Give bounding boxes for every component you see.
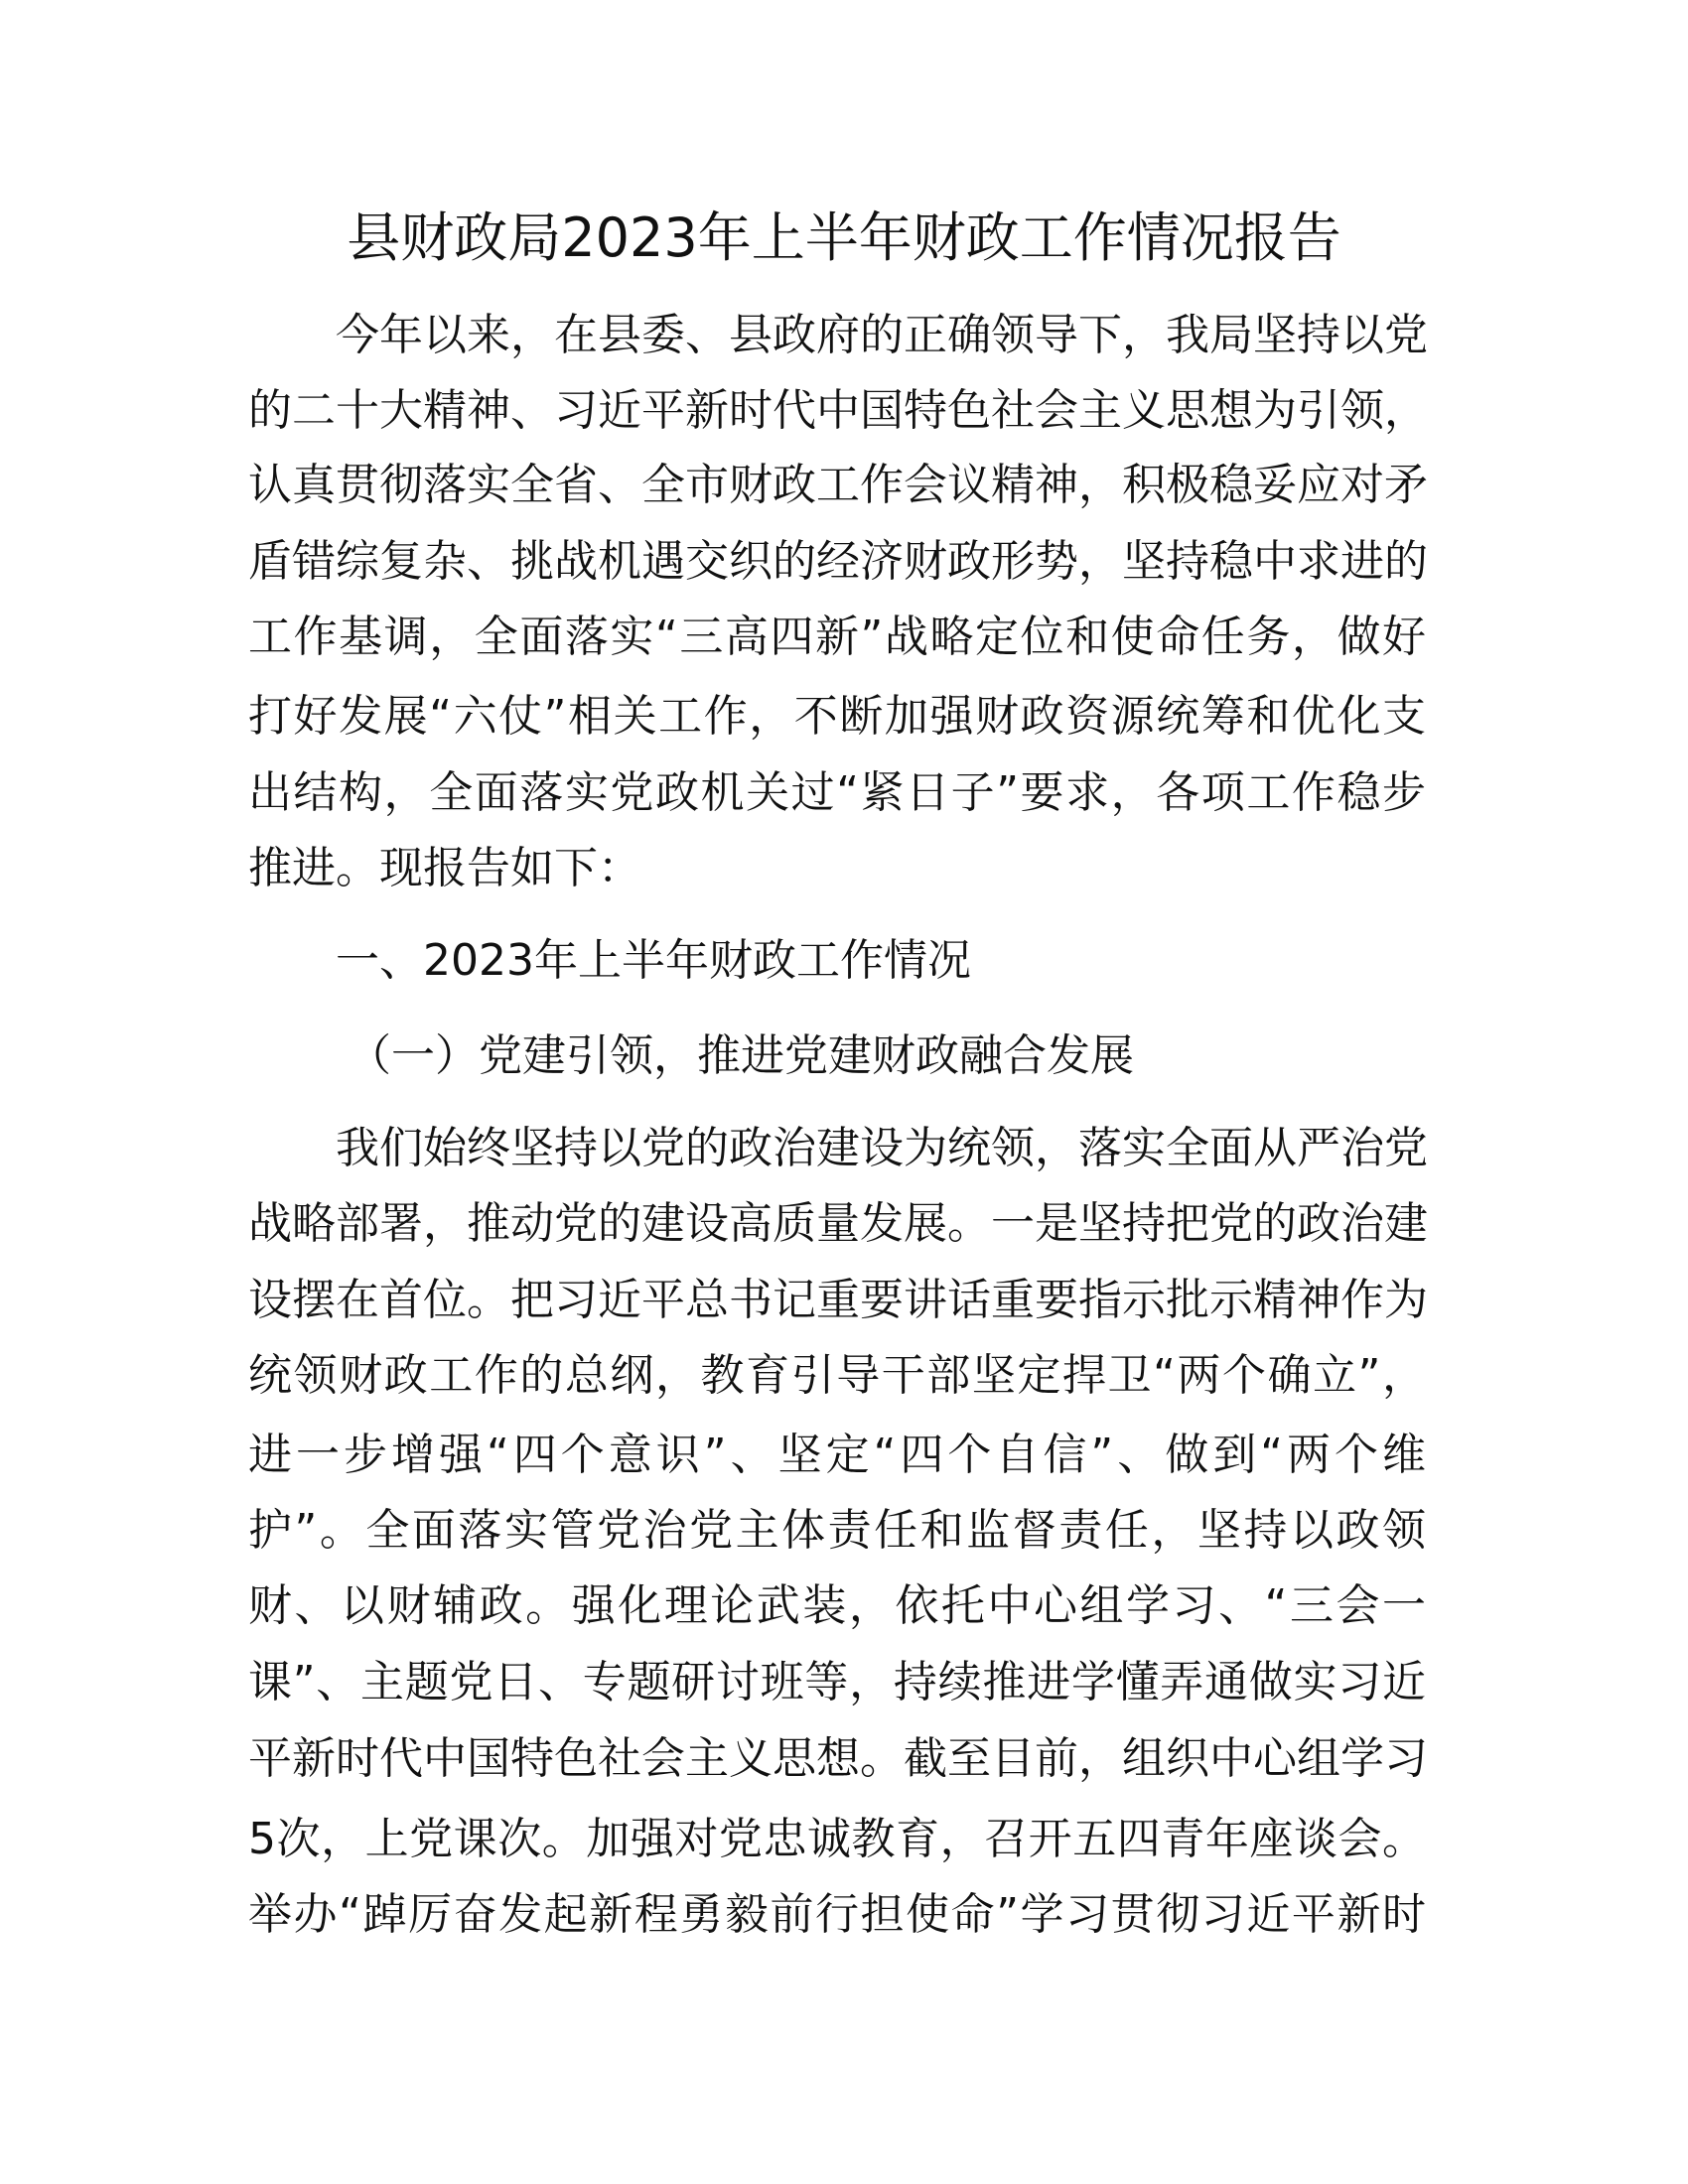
paragraph-line: 我们始终坚持以党的政治建设为统领，落实全面从严治党 <box>336 1123 1428 1173</box>
paragraph-line: 统领财政工作的总纲，教育引导干部坚定捍卫“两个确立”， <box>248 1350 1426 1401</box>
paragraph-line: 财、以财辅政。强化理论武装，依托中心组学习、“三会一 <box>248 1580 1426 1631</box>
paragraph-line: 出结构，全面落实党政机关过“紧日子”要求，各项工作稳步 <box>248 767 1426 818</box>
paragraph-line: 认真贯彻落实全省、全市财政工作会议精神，积极稳妥应对矛 <box>248 460 1428 510</box>
paragraph-line: 推进。现报告如下： <box>248 843 641 893</box>
paragraph-line: 打好发展“六仗”相关工作，不断加强财政资源统筹和优化支 <box>248 691 1426 742</box>
paragraph-line: 课”、主题党日、专题研讨班等，持续推进学懂弄通做实习近 <box>248 1657 1426 1707</box>
paragraph-line: 战略部署，推动党的建设高质量发展。一是坚持把党的政治建 <box>248 1198 1428 1249</box>
document-title: 县财政局2023年上半年财政工作情况报告 <box>347 206 1341 269</box>
paragraph-line: 举办“踔厉奋发起新程勇毅前行担使命”学习贯彻习近平新时 <box>248 1889 1426 1940</box>
paragraph-line: 工作基调，全面落实“三高四新”战略定位和使命任务，做好 <box>248 612 1426 662</box>
paragraph-line: 5次，上党课次。加强对党忠诚教育，召开五四青年座谈会。 <box>248 1814 1426 1864</box>
section-heading: 一、2023年上半年财政工作情况 <box>336 935 971 986</box>
paragraph-line: 平新时代中国特色社会主义思想。截至目前，组织中心组学习 <box>248 1733 1428 1784</box>
paragraph-line: 的二十大精神、习近平新时代中国特色社会主义思想为引领， <box>248 385 1428 436</box>
paragraph-line: 进一步增强“四个意识”、坚定“四个自信”、做到“两个维 <box>248 1430 1426 1480</box>
paragraph-line: 设摆在首位。把习近平总书记重要讲话重要指示批示精神作为 <box>248 1275 1428 1325</box>
paragraph-line: 今年以来，在县委、县政府的正确领导下，我局坚持以党 <box>336 310 1428 360</box>
paragraph-line: 盾错综复杂、挑战机遇交织的经济财政形势，坚持稳中求进的 <box>248 536 1428 587</box>
subsection-heading: （一）党建引领，推进党建财政融合发展 <box>348 1030 1134 1081</box>
paragraph-line: 护”。全面落实管党治党主体责任和监督责任，坚持以政领 <box>248 1505 1426 1556</box>
